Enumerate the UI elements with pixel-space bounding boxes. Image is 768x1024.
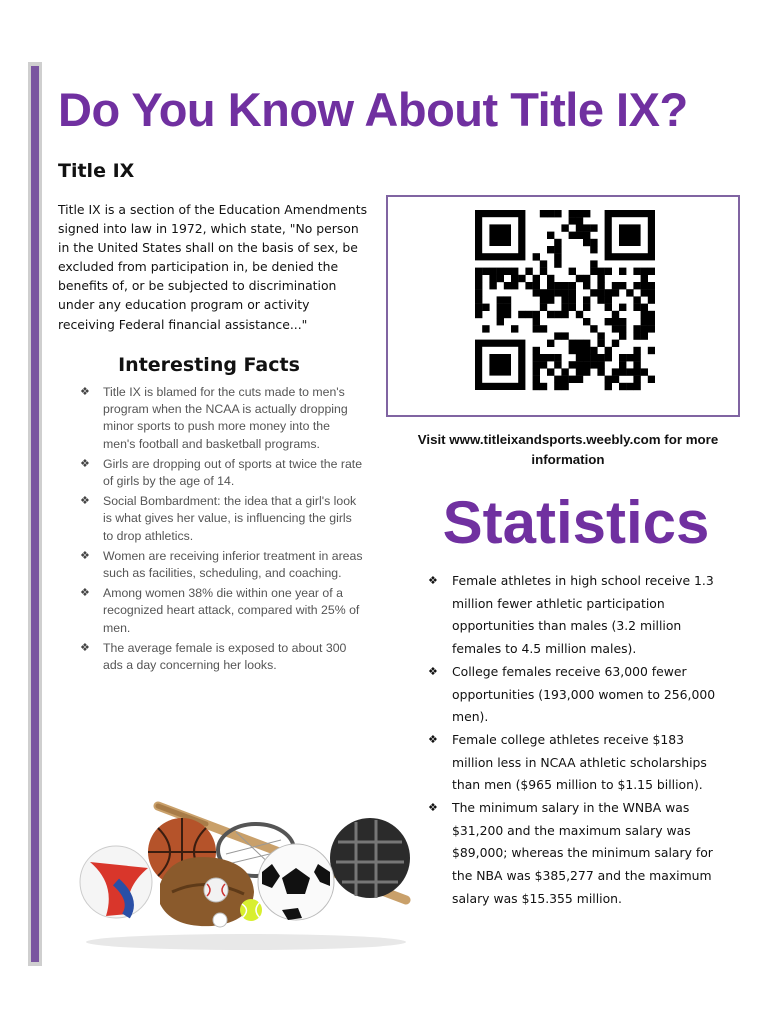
facts-heading: Interesting Facts — [118, 354, 300, 376]
sports-equipment-image — [76, 792, 416, 952]
fact-text: Women are receiving inferior treatment in areas such as facilities, scheduling, and coaching. — [103, 548, 363, 581]
statistic-text: The minimum salary in the WNBA was $31,200 and the maximum salary was $89,000; whereas the minimum salary for the NBA was $385,277 and the maximum salary was $15.355 million. — [452, 800, 713, 906]
fact-item — [80, 640, 365, 674]
statistic-text: College females receive 63,000 fewer opportunities (193,000 women to 256,000 men). — [452, 663, 716, 725]
section-heading: Title IX — [58, 160, 135, 182]
diamond-bullet-icon: ❖ — [428, 574, 438, 587]
diamond-bullet-icon: ❖ — [80, 386, 90, 398]
statistic-item — [428, 729, 728, 797]
left-sidebar-bar — [31, 66, 39, 962]
diamond-bullet-icon: ❖ — [80, 641, 90, 654]
fact-item — [80, 384, 365, 453]
intro-paragraph: Title IX is a section of the Education Amendments signed into law in 1972, which state, "No person in the United States shall on the basis of sex, be excluded from participation in, be denied the benefits of, or be subjected to discrimination under any education program or activity receiving Federal financial assistance..." — [58, 202, 368, 332]
fact-item — [80, 493, 365, 545]
diamond-bullet-icon: ❖ — [428, 732, 438, 746]
fact-item — [80, 585, 365, 637]
diamond-bullet-icon: ❖ — [428, 664, 438, 678]
fact-item — [80, 456, 365, 490]
diamond-bullet-icon: ❖ — [80, 457, 90, 470]
page-title: Do You Know About Title IX? — [58, 83, 688, 136]
visit-website-text: Visit www.titleixandsports.weebly.com for more information — [417, 432, 719, 467]
fact-text: The average female is exposed to about 300 ads a day concerning her looks. — [103, 640, 347, 673]
statistic-text: Female athletes in high school receive 1.3 million fewer athletic participation opportunities than males (3.2 million females to 4.5 million males). — [452, 573, 714, 657]
statistic-text: Female college athletes receive $183 million less in NCAA athletic scholarships than men ($965 million to $1.15 billion). — [452, 731, 707, 793]
qr-code-icon[interactable] — [475, 210, 655, 396]
fact-text: Title IX is blamed for the cuts made to men's program when the NCAA is actually dropping minor sports to push more money into the men's football and basketball programs. — [103, 385, 348, 451]
diamond-bullet-icon: ❖ — [428, 801, 438, 815]
fact-item — [80, 548, 365, 582]
diamond-bullet-icon: ❖ — [80, 587, 90, 600]
statistic-item — [428, 797, 728, 911]
statistic-item — [428, 661, 728, 729]
diamond-bullet-icon: ❖ — [80, 549, 90, 562]
diamond-bullet-icon: ❖ — [80, 495, 90, 508]
fact-text: Among women 38% die within one year of a recognized heart attack, compared with 25% of men. — [103, 586, 360, 635]
fact-text: Girls are dropping out of sports at twice the rate of girls by the age of 14. — [103, 456, 363, 489]
statistics-list — [428, 570, 728, 911]
statistics-heading: Statistics — [442, 489, 710, 556]
statistic-item — [428, 570, 728, 661]
facts-list — [80, 384, 365, 677]
qr-code-box — [386, 195, 740, 417]
fact-text: Social Bombardment: the idea that a girl's look is what gives her value, is influencing the girls to drop athletics. — [103, 494, 357, 543]
